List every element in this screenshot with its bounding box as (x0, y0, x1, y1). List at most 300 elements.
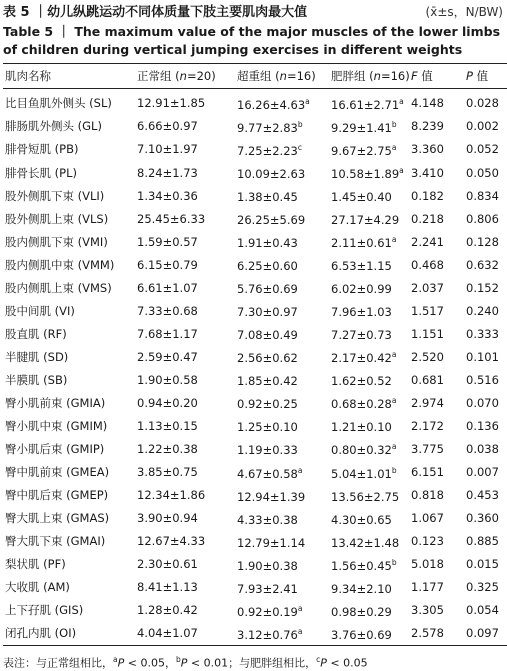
p-value-cell (464, 437, 507, 460)
normal-group-cell (135, 322, 235, 345)
normal-group-cell (135, 184, 235, 207)
f-value-cell-value: 0.818 (411, 487, 444, 502)
obese-group-cell (329, 322, 409, 345)
normal-group-cell (135, 414, 235, 437)
f-value-cell (409, 530, 464, 553)
normal-group-cell-value: 1.34±0.36 (137, 188, 198, 203)
overweight-group-cell-value: 1.38±0.45 (237, 189, 298, 204)
f-value-cell-value: 3.775 (411, 441, 444, 456)
obese-group-cell-value: 9.67±2.75 (331, 143, 392, 158)
obese-group-cell-value: 1.21±0.10 (331, 420, 392, 435)
normal-group-cell-value: 1.22±0.38 (137, 441, 198, 456)
f-value-cell-value: 8.239 (411, 119, 444, 134)
overweight-group-cell (235, 161, 329, 184)
muscle-name-cell (3, 437, 135, 460)
normal-group-cell-value: 25.45±6.33 (137, 211, 206, 226)
overweight-group-cell-value: 0.92±0.19 (237, 604, 298, 619)
normal-group-cell (135, 484, 235, 507)
significance-mark: a (391, 143, 397, 153)
obese-group-cell (329, 507, 409, 530)
table-row (3, 89, 507, 116)
f-value-cell-value: 2.037 (411, 280, 444, 295)
p-value-cell-value: 0.333 (466, 326, 499, 341)
f-value-cell-value: 4.148 (411, 96, 444, 111)
obese-group-cell (329, 368, 409, 391)
footnote-mark-b: b (175, 654, 181, 664)
p-value-cell (464, 507, 507, 530)
p-value-cell (464, 138, 507, 161)
overweight-group-cell (235, 345, 329, 368)
table-row (3, 368, 507, 391)
p-value-cell (464, 207, 507, 230)
obese-group-cell (329, 207, 409, 230)
obese-group-cell (329, 115, 409, 138)
p-value-cell (464, 553, 507, 576)
overweight-group-cell-value: 2.56±0.62 (237, 351, 298, 366)
p-value-cell-value: 0.015 (466, 557, 499, 572)
normal-group-cell (135, 437, 235, 460)
overweight-group-cell (235, 368, 329, 391)
f-value-cell (409, 507, 464, 530)
table-row (3, 322, 507, 345)
muscle-name-cell (3, 207, 135, 230)
obese-group-cell (329, 599, 409, 622)
normal-group-cell-value: 2.30±0.61 (137, 557, 198, 572)
table-row (3, 553, 507, 576)
muscle-name-cell (3, 576, 135, 599)
p-value-cell (464, 576, 507, 599)
p-value-cell (464, 253, 507, 276)
overweight-group-cell (235, 276, 329, 299)
muscle-name-cell-value: 臀中肌前束 (GMEA) (5, 464, 110, 479)
overweight-group-cell (235, 322, 329, 345)
overweight-group-cell (235, 391, 329, 414)
significance-mark: b (391, 557, 397, 567)
footnote-text-a: P < 0.05， (117, 656, 176, 670)
normal-group-cell-value: 8.41±1.13 (137, 580, 198, 595)
overweight-group-cell (235, 115, 329, 138)
muscle-name-cell-value: 臀小肌中束 (GMIM) (5, 418, 108, 433)
normal-group-cell (135, 89, 235, 116)
obese-group-cell-value: 1.56±0.45 (331, 558, 392, 573)
f-value-cell (409, 484, 464, 507)
obese-group-cell-value: 7.27±0.73 (331, 328, 392, 343)
normal-group-cell-value: 12.34±1.86 (137, 487, 206, 502)
normal-group-cell (135, 576, 235, 599)
normal-group-cell (135, 207, 235, 230)
overweight-group-cell-value: 0.92±0.25 (237, 397, 298, 412)
overweight-group-cell (235, 253, 329, 276)
footnote-text-c: P < 0.05 (320, 656, 368, 670)
f-value-cell (409, 368, 464, 391)
obese-group-cell (329, 437, 409, 460)
overweight-group-cell-value: 6.25±0.60 (237, 259, 298, 274)
footnote-mark-c: c (316, 654, 321, 664)
overweight-group-cell (235, 299, 329, 322)
p-value-cell (464, 115, 507, 138)
f-value-cell (409, 253, 464, 276)
f-value-cell-value: 0.681 (411, 372, 444, 387)
normal-group-cell (135, 115, 235, 138)
normal-group-cell (135, 345, 235, 368)
table-row (3, 507, 507, 530)
muscle-name-cell (3, 368, 135, 391)
f-value-cell-value: 2.241 (411, 234, 444, 249)
f-value-cell (409, 184, 464, 207)
muscle-name-cell (3, 414, 135, 437)
normal-group-cell-value: 4.04±1.07 (137, 626, 198, 641)
muscle-name-cell (3, 484, 135, 507)
header-muscle-name: 肌肉名称 (3, 64, 135, 89)
obese-group-cell-value: 9.29±1.41 (331, 120, 392, 135)
f-value-cell-value: 2.172 (411, 418, 444, 433)
obese-group-cell-value: 27.17±4.29 (331, 212, 400, 227)
overweight-group-cell (235, 507, 329, 530)
table-row (3, 184, 507, 207)
significance-mark: a (391, 350, 397, 360)
table-row (3, 599, 507, 622)
p-value-cell (464, 322, 507, 345)
normal-group-cell (135, 599, 235, 622)
p-value-cell (464, 414, 507, 437)
f-value-cell (409, 276, 464, 299)
overweight-group-cell-value: 9.77±2.83 (237, 120, 298, 135)
p-value-cell-value: 0.806 (466, 211, 499, 226)
p-value-cell-value: 0.028 (466, 96, 499, 111)
table-row (3, 276, 507, 299)
obese-group-cell-value: 16.61±2.71 (331, 97, 400, 112)
obese-group-cell-value: 6.53±1.15 (331, 259, 392, 274)
muscle-name-cell-value: 臀大肌下束 (GMAI) (5, 534, 106, 548)
muscle-name-cell-value: 腓肠肌外侧头 (GL) (5, 119, 102, 134)
p-value-cell (464, 484, 507, 507)
overweight-group-cell (235, 437, 329, 460)
table-row (3, 115, 507, 138)
table-row (3, 391, 507, 414)
obese-group-cell-value: 0.80±0.32 (331, 443, 392, 458)
muscle-name-cell (3, 553, 135, 576)
obese-group-cell (329, 299, 409, 322)
normal-group-cell-value: 0.94±0.20 (137, 395, 198, 410)
f-value-cell-value: 1.067 (411, 510, 444, 525)
f-value-cell (409, 322, 464, 345)
muscle-name-cell-value: 股内侧肌下束 (VMI) (5, 234, 108, 249)
f-value-cell (409, 414, 464, 437)
p-value-cell (464, 530, 507, 553)
overweight-group-cell-value: 4.67±0.58 (237, 466, 298, 481)
header-p-value: P 值 (464, 64, 507, 89)
obese-group-cell-value: 5.04±1.01 (331, 466, 392, 481)
overweight-group-cell-value: 7.30±0.97 (237, 305, 298, 320)
f-value-cell (409, 161, 464, 184)
obese-group-cell (329, 230, 409, 253)
significance-mark: a (305, 97, 310, 106)
muscle-name-cell-value: 股直肌 (RF) (5, 326, 67, 341)
f-value-cell-value: 2.974 (411, 395, 444, 410)
p-value-cell (464, 276, 507, 299)
obese-group-cell-value: 9.34±2.10 (331, 581, 392, 596)
table-row (3, 207, 507, 230)
table-row (3, 138, 507, 161)
muscle-name-cell-value: 股外侧肌下束 (VLI) (5, 188, 105, 203)
f-value-cell (409, 345, 464, 368)
muscle-name-cell (3, 599, 135, 622)
f-value-cell (409, 299, 464, 322)
muscle-name-cell-value: 闭孔内肌 (OI) (5, 626, 77, 641)
overweight-group-cell (235, 599, 329, 622)
normal-group-cell (135, 253, 235, 276)
obese-group-cell-value: 1.62±0.52 (331, 374, 392, 389)
f-value-cell-value: 5.018 (411, 557, 444, 572)
obese-group-cell (329, 484, 409, 507)
obese-group-cell (329, 184, 409, 207)
muscle-name-cell-value: 臀大肌上束 (GMAS) (5, 510, 110, 525)
muscle-name-cell-value: 梨状肌 (PF) (5, 557, 66, 572)
overweight-group-cell (235, 230, 329, 253)
normal-group-cell (135, 230, 235, 253)
normal-group-cell-value: 12.91±1.85 (137, 96, 206, 111)
f-value-cell (409, 138, 464, 161)
header-f-value: F 值 (409, 64, 464, 89)
table-title-en: Table 5 ｜ The maximum value of the major muscles of the lower limbs of children during vertical jumping exercises in different weights (3, 24, 501, 57)
overweight-group-cell (235, 461, 329, 484)
obese-group-cell (329, 89, 409, 116)
normal-group-cell (135, 553, 235, 576)
normal-group-cell (135, 368, 235, 391)
obese-group-cell (329, 414, 409, 437)
table-title-cn (3, 2, 503, 22)
normal-group-cell (135, 507, 235, 530)
f-value-cell-value: 0.123 (411, 534, 444, 548)
obese-group-cell (329, 161, 409, 184)
overweight-group-cell-value: 1.25±0.10 (237, 420, 298, 435)
f-value-cell-value: 1.151 (411, 326, 444, 341)
normal-group-cell (135, 299, 235, 322)
normal-group-cell-value: 6.15±0.79 (137, 257, 198, 272)
normal-group-cell (135, 391, 235, 414)
overweight-group-cell-value: 1.19±0.33 (237, 443, 298, 458)
obese-group-cell-value: 2.11±0.61 (331, 236, 392, 251)
normal-group-cell-value: 12.67±4.33 (137, 534, 206, 548)
p-value-cell-value: 0.097 (466, 626, 499, 641)
f-value-cell-value: 6.151 (411, 464, 444, 479)
overweight-group-cell (235, 530, 329, 553)
f-value-cell-value: 2.578 (411, 626, 444, 641)
p-value-cell (464, 368, 507, 391)
normal-group-cell-value: 3.85±0.75 (137, 464, 198, 479)
muscle-name-cell (3, 138, 135, 161)
f-value-cell (409, 576, 464, 599)
p-value-cell (464, 184, 507, 207)
muscle-name-cell-value: 半腱肌 (SD) (5, 349, 69, 364)
overweight-group-cell-value: 3.12±0.76 (237, 627, 298, 642)
normal-group-cell-value: 6.61±1.07 (137, 280, 198, 295)
muscle-name-cell-value: 腓骨短肌 (PB) (5, 142, 79, 157)
p-value-cell-value: 0.007 (466, 464, 499, 479)
normal-group-cell-value: 1.28±0.42 (137, 603, 198, 618)
f-value-cell-value: 0.468 (411, 257, 444, 272)
significance-mark: a (399, 97, 404, 106)
p-value-cell-value: 0.070 (466, 395, 499, 410)
p-value-cell-value: 0.128 (466, 234, 499, 249)
obese-group-cell (329, 553, 409, 576)
table-title-cn-note: (x̄±s，N/BW) (425, 5, 503, 19)
f-value-cell (409, 230, 464, 253)
muscle-name-cell-value: 半膜肌 (SB) (5, 372, 68, 387)
significance-mark: b (391, 120, 397, 130)
obese-group-cell-value: 0.98±0.29 (331, 604, 392, 619)
normal-group-cell-value: 3.90±0.94 (137, 510, 198, 525)
normal-group-cell-value: 1.59±0.57 (137, 234, 198, 249)
f-value-cell-value: 3.360 (411, 142, 444, 157)
table-title-cn-label: 表 5 ｜幼儿纵跳运动不同体质量下肢主要肌肉最大值 (3, 5, 308, 20)
muscle-name-cell-value: 臀小肌前束 (GMIA) (5, 395, 106, 410)
f-value-cell (409, 89, 464, 116)
p-value-cell-value: 0.136 (466, 418, 499, 433)
normal-group-cell-value: 1.90±0.58 (137, 372, 198, 387)
muscle-name-cell-value: 股中间肌 (VI) (5, 303, 75, 318)
p-value-cell-value: 0.050 (466, 165, 499, 180)
muscle-name-cell-value: 股内侧肌上束 (VMS) (5, 280, 112, 295)
table-footnote (3, 652, 503, 671)
normal-group-cell-value: 8.24±1.73 (137, 165, 198, 180)
obese-group-cell (329, 138, 409, 161)
p-value-cell-value: 0.038 (466, 441, 499, 456)
normal-group-cell-value: 6.66±0.97 (137, 119, 198, 134)
table-row (3, 622, 507, 646)
overweight-group-cell (235, 484, 329, 507)
overweight-group-cell (235, 184, 329, 207)
footnote-prefix: 表注：与正常组相比， (3, 656, 113, 670)
p-value-cell-value: 0.240 (466, 303, 499, 318)
muscle-name-cell (3, 253, 135, 276)
overweight-group-cell-value: 7.08±0.49 (237, 328, 298, 343)
f-value-cell-value: 3.305 (411, 603, 444, 618)
overweight-group-cell-value: 7.93±2.41 (237, 581, 298, 596)
normal-group-cell-value: 7.10±1.97 (137, 142, 198, 157)
f-value-cell (409, 207, 464, 230)
f-value-cell (409, 391, 464, 414)
significance-mark: a (391, 235, 397, 245)
p-value-cell (464, 345, 507, 368)
overweight-group-cell (235, 622, 329, 646)
f-value-cell-value: 3.410 (411, 165, 444, 180)
obese-group-cell (329, 622, 409, 646)
table-row (3, 414, 507, 437)
f-value-cell (409, 599, 464, 622)
p-value-cell-value: 0.101 (466, 349, 499, 364)
table-row (3, 576, 507, 599)
p-value-cell (464, 299, 507, 322)
table-row (3, 161, 507, 184)
normal-group-cell-value: 7.33±0.68 (137, 303, 198, 318)
f-value-cell-value: 0.218 (411, 211, 444, 226)
p-value-cell-value: 0.516 (466, 372, 499, 387)
f-value-cell-value: 0.182 (411, 188, 444, 203)
header-overweight-group: 超重组 (n=16) (235, 64, 329, 89)
overweight-group-cell-value: 26.25±5.69 (237, 212, 306, 227)
significance-mark: a (391, 396, 397, 406)
normal-group-cell (135, 530, 235, 553)
table-row (3, 437, 507, 460)
overweight-group-cell-value: 1.90±0.38 (237, 558, 298, 573)
table-row (3, 230, 507, 253)
f-value-cell (409, 622, 464, 646)
muscle-name-cell-value: 臀中肌后束 (GMEP) (5, 487, 109, 502)
overweight-group-cell-value: 12.79±1.14 (237, 535, 306, 550)
overweight-group-cell-value: 4.33±0.38 (237, 512, 298, 527)
normal-group-cell (135, 161, 235, 184)
muscle-name-cell (3, 115, 135, 138)
p-value-cell (464, 622, 507, 646)
muscle-name-cell (3, 391, 135, 414)
f-value-cell (409, 553, 464, 576)
p-value-cell-value: 0.885 (466, 534, 499, 548)
overweight-group-cell (235, 138, 329, 161)
table-row (3, 530, 507, 553)
significance-mark: a (297, 603, 303, 613)
overweight-group-cell-value: 16.26±4.63 (237, 97, 306, 112)
f-value-cell-value: 1.177 (411, 580, 444, 595)
p-value-cell (464, 461, 507, 484)
p-value-cell-value: 0.834 (466, 188, 499, 203)
table-header-row (3, 64, 507, 89)
muscle-name-cell (3, 507, 135, 530)
f-value-cell-value: 1.517 (411, 303, 444, 318)
p-value-cell-value: 0.002 (466, 119, 499, 134)
p-value-cell-value: 0.152 (466, 280, 499, 295)
normal-group-cell (135, 138, 235, 161)
muscle-name-cell-value: 股内侧肌中束 (VMM) (5, 257, 115, 272)
f-value-cell (409, 461, 464, 484)
normal-group-cell-value: 2.59±0.47 (137, 349, 198, 364)
obese-group-cell-value: 2.17±0.42 (331, 351, 392, 366)
obese-group-cell-value: 7.96±1.03 (331, 305, 392, 320)
obese-group-cell (329, 253, 409, 276)
significance-mark: a (399, 166, 404, 176)
obese-group-cell (329, 276, 409, 299)
f-value-cell-value: 2.520 (411, 349, 444, 364)
muscle-name-cell (3, 161, 135, 184)
overweight-group-cell (235, 207, 329, 230)
f-value-cell (409, 437, 464, 460)
p-value-cell (464, 161, 507, 184)
overweight-group-cell-value: 1.85±0.42 (237, 374, 298, 389)
data-table (3, 63, 507, 646)
overweight-group-cell (235, 414, 329, 437)
muscle-name-cell (3, 345, 135, 368)
obese-group-cell (329, 530, 409, 553)
table-body (3, 89, 507, 646)
muscle-name-cell-value: 大收肌 (AM) (5, 580, 70, 595)
muscle-name-cell-value: 上下孖肌 (GIS) (5, 603, 84, 618)
obese-group-cell (329, 391, 409, 414)
muscle-name-cell-value: 臀小肌后束 (GMIP) (5, 441, 105, 456)
normal-group-cell (135, 276, 235, 299)
muscle-name-cell-value: 腓骨长肌 (PL) (5, 165, 77, 180)
normal-group-cell-value: 7.68±1.17 (137, 326, 198, 341)
significance-mark: b (297, 120, 303, 130)
significance-mark: a (297, 465, 303, 475)
significance-mark: a (391, 442, 397, 452)
normal-group-cell (135, 622, 235, 646)
muscle-name-cell (3, 530, 135, 553)
obese-group-cell-value: 13.56±2.75 (331, 489, 400, 504)
header-obese-group: 肥胖组 (n=16) (329, 64, 409, 89)
p-value-cell-value: 0.632 (466, 257, 499, 272)
obese-group-cell-value: 1.45±0.40 (331, 189, 392, 204)
obese-group-cell-value: 3.76±0.69 (331, 627, 392, 642)
